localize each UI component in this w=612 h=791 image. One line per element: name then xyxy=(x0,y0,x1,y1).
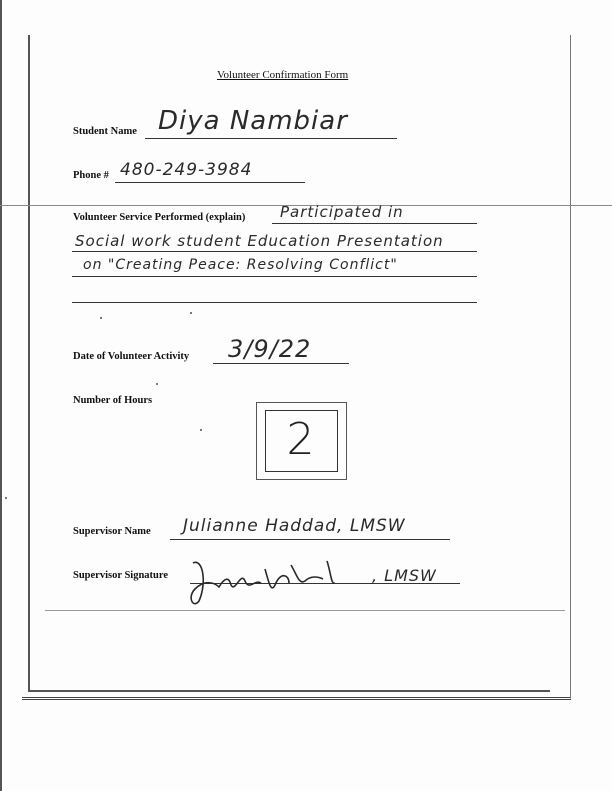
scan-speck xyxy=(200,429,202,431)
bottom-rule xyxy=(45,610,565,611)
student-name-line xyxy=(145,138,397,139)
hours-value: 2 xyxy=(286,414,315,465)
scan-speck xyxy=(190,312,192,314)
supervisor-name-label: Supervisor Name xyxy=(73,526,151,537)
hours-label: Number of Hours xyxy=(73,395,153,406)
supervisor-signature-suffix: , LMSW xyxy=(372,566,437,585)
page-left-edge xyxy=(0,0,2,791)
scan-speck xyxy=(156,383,158,385)
phone-label: Phone # xyxy=(73,170,109,181)
student-name-label: Student Name xyxy=(73,126,137,137)
service-label: Volunteer Service Performed (explain) xyxy=(73,212,246,223)
date-line xyxy=(213,363,349,364)
service-line-1 xyxy=(272,223,477,224)
phone-line xyxy=(115,182,305,183)
phone-value: 480-249-3984 xyxy=(120,160,253,180)
service-line-3 xyxy=(72,276,477,277)
scan-speck xyxy=(5,497,7,499)
date-label: Date of Volunteer Activity xyxy=(73,351,190,362)
service-value-1: Participated in xyxy=(280,203,404,221)
student-name-value: Diya Nambiar xyxy=(158,106,348,136)
date-value: 3/9/22 xyxy=(228,335,312,363)
supervisor-name-line xyxy=(170,539,450,540)
form-title: Volunteer Confirmation Form xyxy=(217,69,349,81)
scan-speck xyxy=(100,317,102,319)
service-value-3: on "Creating Peace: Resolving Conflict" xyxy=(83,257,398,273)
supervisor-signature-label: Supervisor Signature xyxy=(73,570,169,581)
supervisor-name-value: Julianne Haddad, LMSW xyxy=(183,516,406,536)
service-line-4 xyxy=(72,302,477,303)
service-value-2: Social work student Education Presentation xyxy=(75,232,444,250)
signature-scribble xyxy=(185,553,365,613)
service-line-2 xyxy=(72,251,477,252)
